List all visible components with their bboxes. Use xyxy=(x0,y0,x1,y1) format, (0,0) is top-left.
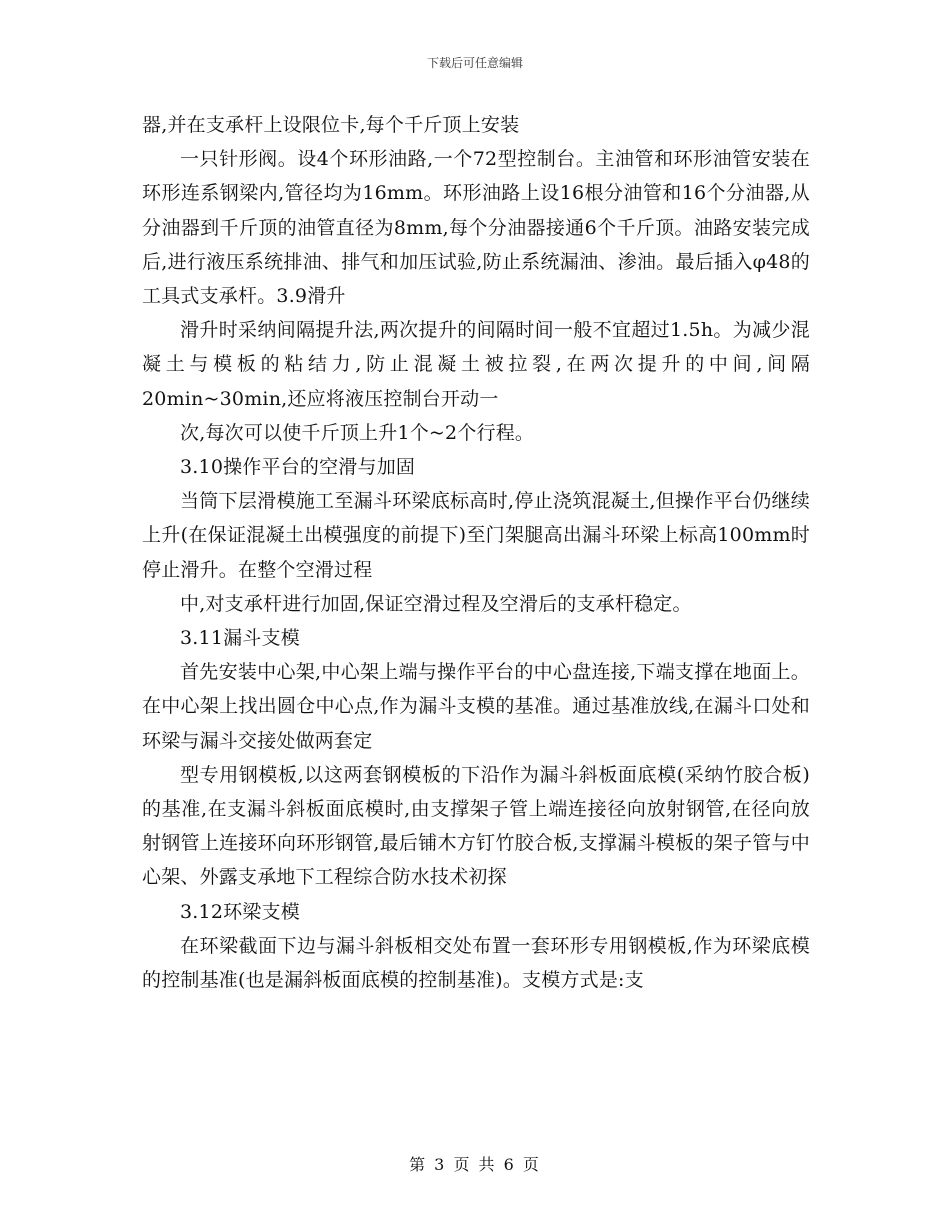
section-heading-3-12: 3.12环梁支模 xyxy=(180,900,300,923)
paragraph-7: 首先安装中心架,中心架上端与操作平台的中心盘连接,下端支撑在地面上。在中心架上找出圆仓中心点,作为漏斗支模的基准。通过基准放线,在漏斗口处和环梁与漏斗交接处做两套定 xyxy=(142,661,810,752)
paragraph-9: 在环梁截面下边与漏斗斜板相交处布置一套环形专用钢模板,作为环梁底模的控制基准(也是漏斜板面底模的控制基准)。支模方式是:支 xyxy=(142,934,810,992)
paragraph-6: 中,对支承杆进行加固,保证空滑过程及空滑后的支承杆稳定。 xyxy=(180,592,692,615)
paragraph-5: 当筒下层滑模施工至漏斗环梁底标高时,停止浇筑混凝土,但操作平台仍继续上升(在保证混凝土出模强度的前提下)至门架腿高出漏斗环梁上标高100mm时停止滑升。在整个空滑过程 xyxy=(142,490,810,581)
page-number-footer: 第 3 页 共 6 页 xyxy=(409,1155,541,1174)
paragraph-1: 器,并在支承杆上设限位卡,每个千斤顶上安装 xyxy=(142,114,520,136)
section-heading-3-10: 3.10操作平台的空滑与加固 xyxy=(180,456,416,479)
paragraph-8: 型专用钢模板,以这两套钢模板的下沿作为漏斗斜板面底模(采纳竹胶合板)的基准,在支漏斗斜板面底模时,由支撑架子管上端连接径向放射钢管,在径向放射钢管上连接环向环形钢管,最后铺木方钉竹胶合板,支撑漏斗模板的架子管与中心架、外露支承地下工程综合防水技术初探 xyxy=(142,763,810,889)
section-heading-3-11: 3.11漏斗支模 xyxy=(180,627,300,650)
paragraph-3: 滑升时采纳间隔提升法,两次提升的间隔时间一般不宜超过1.5h。为减少混凝土与模板的粘结力,防止混凝土被拉裂,在两次提升的中间,间隔20min~30min,还应将液压控制台开动一 xyxy=(142,319,810,410)
paragraph-4: 次,每次可以使千斤顶上升1个~2个行程。 xyxy=(180,421,535,444)
document-body xyxy=(142,108,810,997)
paragraph-2: 一只针形阀。设4个环形油路,一个72型控制台。主油管和环形油管安装在环形连系钢梁内,管径均为16mm。环形油路上设16根分油管和16个分油器,从分油器到千斤顶的油管直径为8mm,每个分油器接通6个千斤顶。油路安装完成后,进行液压系统排油、排气和加压试验,防止系统漏油、渗油。最后插入φ48的工具式支承杆。3.9滑升 xyxy=(142,148,810,308)
page-header: 下载后可任意编辑 xyxy=(426,56,523,70)
